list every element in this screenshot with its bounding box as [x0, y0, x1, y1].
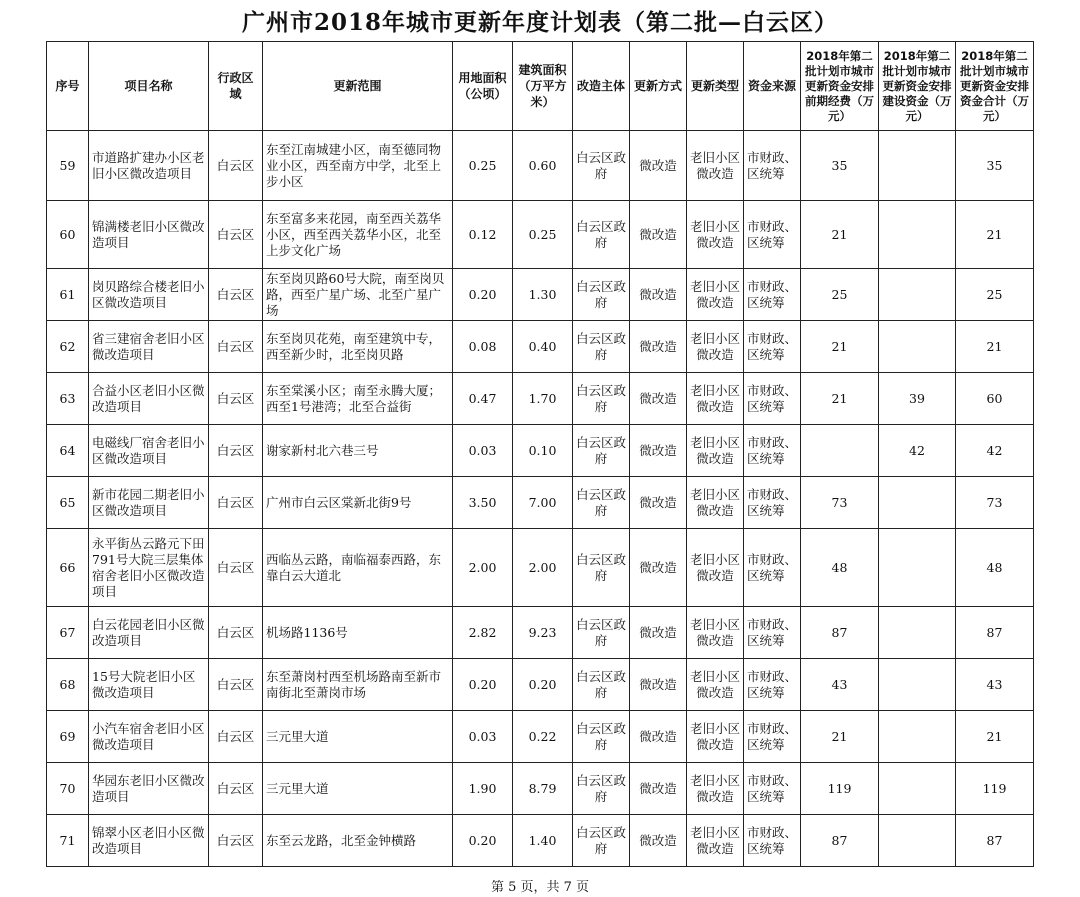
cell-row-number: 68	[47, 659, 89, 711]
cell-renewal-type: 老旧小区微改造	[687, 529, 744, 607]
cell-renewal-scope: 机场路1136号	[263, 607, 453, 659]
cell-district: 白云区	[209, 201, 263, 269]
cell-land-area: 0.25	[453, 131, 513, 201]
table-row	[47, 477, 1034, 529]
cell-building-area: 0.60	[513, 131, 573, 201]
cell-entity: 白云区政府	[573, 815, 630, 867]
cell-row-number: 70	[47, 763, 89, 815]
cell-total-funding: 60	[956, 373, 1034, 425]
cell-row-number: 67	[47, 607, 89, 659]
cell-early-funding	[801, 425, 879, 477]
cell-renewal-method: 微改造	[630, 131, 687, 201]
cell-land-area: 3.50	[453, 477, 513, 529]
cell-early-funding: 119	[801, 763, 879, 815]
cell-fund-source: 市财政、区统筹	[744, 477, 801, 529]
cell-renewal-scope: 西临丛云路，南临福泰西路，东靠白云大道北	[263, 529, 453, 607]
cell-early-funding: 21	[801, 321, 879, 373]
table-body	[47, 131, 1034, 867]
cell-construction-funding	[879, 607, 956, 659]
cell-entity: 白云区政府	[573, 269, 630, 321]
header-method: 更新方式	[630, 42, 687, 131]
cell-fund-source: 市财政、区统筹	[744, 529, 801, 607]
cell-building-area: 2.00	[513, 529, 573, 607]
cell-fund-source: 市财政、区统筹	[744, 321, 801, 373]
page-title: 广州市2018年城市更新年度计划表（第二批—白云区）	[241, 9, 838, 36]
cell-land-area: 2.00	[453, 529, 513, 607]
cell-total-funding: 43	[956, 659, 1034, 711]
cell-early-funding: 35	[801, 131, 879, 201]
header-construction-funding: 2018年第二批计划市城市更新资金安排建设资金（万元）	[879, 42, 956, 131]
cell-early-funding: 48	[801, 529, 879, 607]
cell-district: 白云区	[209, 477, 263, 529]
cell-project-name: 白云花园老旧小区微改造项目	[89, 607, 209, 659]
table-row	[47, 763, 1034, 815]
header-scope: 更新范围	[263, 42, 453, 131]
header-fund-source: 资金来源	[744, 42, 801, 131]
cell-early-funding: 21	[801, 373, 879, 425]
cell-building-area: 1.30	[513, 269, 573, 321]
header-district: 行政区域	[209, 42, 263, 131]
cell-row-number: 69	[47, 711, 89, 763]
cell-project-name: 锦满楼老旧小区微改造项目	[89, 201, 209, 269]
header-type: 更新类型	[687, 42, 744, 131]
cell-building-area: 0.40	[513, 321, 573, 373]
cell-district: 白云区	[209, 815, 263, 867]
cell-construction-funding: 42	[879, 425, 956, 477]
cell-total-funding: 21	[956, 321, 1034, 373]
cell-renewal-scope: 东至棠溪小区；南至永腾大厦；西至1号港湾；北至合益街	[263, 373, 453, 425]
cell-district: 白云区	[209, 659, 263, 711]
cell-early-funding: 25	[801, 269, 879, 321]
cell-renewal-type: 老旧小区微改造	[687, 763, 744, 815]
cell-building-area: 1.40	[513, 815, 573, 867]
cell-renewal-type: 老旧小区微改造	[687, 659, 744, 711]
cell-fund-source: 市财政、区统筹	[744, 425, 801, 477]
cell-land-area: 0.20	[453, 815, 513, 867]
table-row	[47, 373, 1034, 425]
cell-renewal-method: 微改造	[630, 477, 687, 529]
cell-renewal-type: 老旧小区微改造	[687, 711, 744, 763]
cell-renewal-method: 微改造	[630, 321, 687, 373]
cell-early-funding: 21	[801, 201, 879, 269]
header-total-funding: 2018年第二批计划市城市更新资金安排资金合计（万元）	[956, 42, 1034, 131]
cell-district: 白云区	[209, 711, 263, 763]
cell-renewal-scope: 谢家新村北六巷三号	[263, 425, 453, 477]
cell-district: 白云区	[209, 321, 263, 373]
cell-construction-funding	[879, 269, 956, 321]
cell-total-funding: 48	[956, 529, 1034, 607]
cell-construction-funding	[879, 321, 956, 373]
cell-district: 白云区	[209, 269, 263, 321]
cell-entity: 白云区政府	[573, 763, 630, 815]
cell-early-funding: 43	[801, 659, 879, 711]
cell-total-funding: 87	[956, 607, 1034, 659]
cell-land-area: 2.82	[453, 607, 513, 659]
cell-row-number: 66	[47, 529, 89, 607]
cell-row-number: 65	[47, 477, 89, 529]
cell-renewal-scope: 东至萧岗村西至机场路南至新市南街北至萧岗市场	[263, 659, 453, 711]
cell-renewal-type: 老旧小区微改造	[687, 425, 744, 477]
cell-construction-funding	[879, 711, 956, 763]
cell-renewal-type: 老旧小区微改造	[687, 477, 744, 529]
table-row	[47, 269, 1034, 321]
cell-renewal-type: 老旧小区微改造	[687, 815, 744, 867]
cell-renewal-method: 微改造	[630, 201, 687, 269]
cell-building-area: 0.22	[513, 711, 573, 763]
cell-renewal-method: 微改造	[630, 607, 687, 659]
cell-entity: 白云区政府	[573, 425, 630, 477]
cell-renewal-type: 老旧小区微改造	[687, 131, 744, 201]
table-row	[47, 607, 1034, 659]
cell-construction-funding	[879, 201, 956, 269]
cell-building-area: 0.25	[513, 201, 573, 269]
cell-total-funding: 42	[956, 425, 1034, 477]
cell-renewal-scope: 东至云龙路，北至金钟横路	[263, 815, 453, 867]
cell-project-name: 岗贝路综合楼老旧小区微改造项目	[89, 269, 209, 321]
cell-fund-source: 市财政、区统筹	[744, 815, 801, 867]
cell-entity: 白云区政府	[573, 607, 630, 659]
table-row	[47, 659, 1034, 711]
cell-land-area: 0.03	[453, 425, 513, 477]
cell-building-area: 0.10	[513, 425, 573, 477]
cell-renewal-type: 老旧小区微改造	[687, 269, 744, 321]
cell-project-name: 市道路扩建办小区老旧小区微改造项目	[89, 131, 209, 201]
cell-project-name: 华园东老旧小区微改造项目	[89, 763, 209, 815]
cell-renewal-method: 微改造	[630, 711, 687, 763]
cell-building-area: 9.23	[513, 607, 573, 659]
cell-renewal-scope: 东至富多来花园，南至西关荔华小区，西至西关荔华小区，北至上步文化广场	[263, 201, 453, 269]
cell-renewal-scope: 东至岗贝路60号大院，南至岗贝路，西至广星广场、北至广星广场	[263, 269, 453, 321]
table-row	[47, 425, 1034, 477]
cell-renewal-method: 微改造	[630, 529, 687, 607]
table-row	[47, 529, 1034, 607]
cell-total-funding: 21	[956, 201, 1034, 269]
table-row	[47, 321, 1034, 373]
cell-construction-funding	[879, 763, 956, 815]
cell-fund-source: 市财政、区统筹	[744, 659, 801, 711]
cell-row-number: 62	[47, 321, 89, 373]
cell-row-number: 59	[47, 131, 89, 201]
cell-building-area: 7.00	[513, 477, 573, 529]
header-early-funding: 2018年第二批计划市城市更新资金安排前期经费（万元）	[801, 42, 879, 131]
cell-project-name: 省三建宿舍老旧小区微改造项目	[89, 321, 209, 373]
cell-project-name: 合益小区老旧小区微改造项目	[89, 373, 209, 425]
cell-land-area: 0.20	[453, 659, 513, 711]
table-row	[47, 201, 1034, 269]
cell-district: 白云区	[209, 131, 263, 201]
cell-land-area: 1.90	[453, 763, 513, 815]
cell-entity: 白云区政府	[573, 321, 630, 373]
header-name: 项目名称	[89, 42, 209, 131]
cell-fund-source: 市财政、区统筹	[744, 373, 801, 425]
cell-total-funding: 35	[956, 131, 1034, 201]
cell-renewal-method: 微改造	[630, 425, 687, 477]
cell-construction-funding: 39	[879, 373, 956, 425]
table-row	[47, 711, 1034, 763]
cell-row-number: 64	[47, 425, 89, 477]
cell-row-number: 60	[47, 201, 89, 269]
header-no: 序号	[47, 42, 89, 131]
cell-total-funding: 87	[956, 815, 1034, 867]
cell-row-number: 61	[47, 269, 89, 321]
cell-construction-funding	[879, 659, 956, 711]
cell-renewal-type: 老旧小区微改造	[687, 607, 744, 659]
cell-total-funding: 119	[956, 763, 1034, 815]
table-row	[47, 815, 1034, 867]
cell-fund-source: 市财政、区统筹	[744, 763, 801, 815]
cell-entity: 白云区政府	[573, 477, 630, 529]
cell-construction-funding	[879, 131, 956, 201]
cell-renewal-method: 微改造	[630, 815, 687, 867]
header-building-area: 建筑面积（万平方米）	[513, 42, 573, 131]
cell-row-number: 71	[47, 815, 89, 867]
cell-renewal-type: 老旧小区微改造	[687, 201, 744, 269]
cell-early-funding: 87	[801, 607, 879, 659]
cell-fund-source: 市财政、区统筹	[744, 201, 801, 269]
cell-early-funding: 73	[801, 477, 879, 529]
cell-district: 白云区	[209, 425, 263, 477]
cell-total-funding: 21	[956, 711, 1034, 763]
cell-entity: 白云区政府	[573, 373, 630, 425]
cell-renewal-scope: 三元里大道	[263, 711, 453, 763]
cell-construction-funding	[879, 477, 956, 529]
cell-entity: 白云区政府	[573, 529, 630, 607]
cell-renewal-scope: 广州市白云区棠新北街9号	[263, 477, 453, 529]
cell-renewal-scope: 东至江南城建小区，南至德同物业小区，西至南方中学，北至上步小区	[263, 131, 453, 201]
cell-early-funding: 87	[801, 815, 879, 867]
cell-early-funding: 21	[801, 711, 879, 763]
cell-entity: 白云区政府	[573, 131, 630, 201]
cell-renewal-method: 微改造	[630, 373, 687, 425]
cell-district: 白云区	[209, 607, 263, 659]
cell-renewal-scope: 三元里大道	[263, 763, 453, 815]
cell-entity: 白云区政府	[573, 659, 630, 711]
cell-project-name: 锦翠小区老旧小区微改造项目	[89, 815, 209, 867]
cell-project-name: 新市花园二期老旧小区微改造项目	[89, 477, 209, 529]
cell-project-name: 电磁线厂宿舍老旧小区微改造项目	[89, 425, 209, 477]
header-row	[47, 42, 1034, 131]
cell-fund-source: 市财政、区统筹	[744, 269, 801, 321]
cell-fund-source: 市财政、区统筹	[744, 711, 801, 763]
header-land-area: 用地面积（公顷）	[453, 42, 513, 131]
header-entity: 改造主体	[573, 42, 630, 131]
cell-entity: 白云区政府	[573, 711, 630, 763]
renewal-plan-table	[46, 41, 1034, 867]
cell-land-area: 0.03	[453, 711, 513, 763]
cell-building-area: 0.20	[513, 659, 573, 711]
cell-renewal-type: 老旧小区微改造	[687, 373, 744, 425]
cell-renewal-scope: 东至岗贝花苑，南至建筑中专，西至新少时，北至岗贝路	[263, 321, 453, 373]
cell-renewal-method: 微改造	[630, 763, 687, 815]
cell-building-area: 1.70	[513, 373, 573, 425]
cell-row-number: 63	[47, 373, 89, 425]
cell-land-area: 0.08	[453, 321, 513, 373]
cell-total-funding: 73	[956, 477, 1034, 529]
cell-land-area: 0.47	[453, 373, 513, 425]
cell-project-name: 15号大院老旧小区微改造项目	[89, 659, 209, 711]
table-row	[47, 131, 1034, 201]
cell-district: 白云区	[209, 763, 263, 815]
cell-renewal-type: 老旧小区微改造	[687, 321, 744, 373]
cell-fund-source: 市财政、区统筹	[744, 607, 801, 659]
cell-district: 白云区	[209, 529, 263, 607]
cell-construction-funding	[879, 529, 956, 607]
cell-district: 白云区	[209, 373, 263, 425]
cell-land-area: 0.20	[453, 269, 513, 321]
cell-construction-funding	[879, 815, 956, 867]
cell-total-funding: 25	[956, 269, 1034, 321]
cell-land-area: 0.12	[453, 201, 513, 269]
page-number: 第 5 页，共 7 页	[490, 880, 590, 895]
cell-renewal-method: 微改造	[630, 269, 687, 321]
cell-project-name: 小汽车宿舍老旧小区微改造项目	[89, 711, 209, 763]
cell-building-area: 8.79	[513, 763, 573, 815]
cell-project-name: 永平街丛云路元下田791号大院三层集体宿舍老旧小区微改造项目	[89, 529, 209, 607]
cell-fund-source: 市财政、区统筹	[744, 131, 801, 201]
cell-renewal-method: 微改造	[630, 659, 687, 711]
cell-entity: 白云区政府	[573, 201, 630, 269]
